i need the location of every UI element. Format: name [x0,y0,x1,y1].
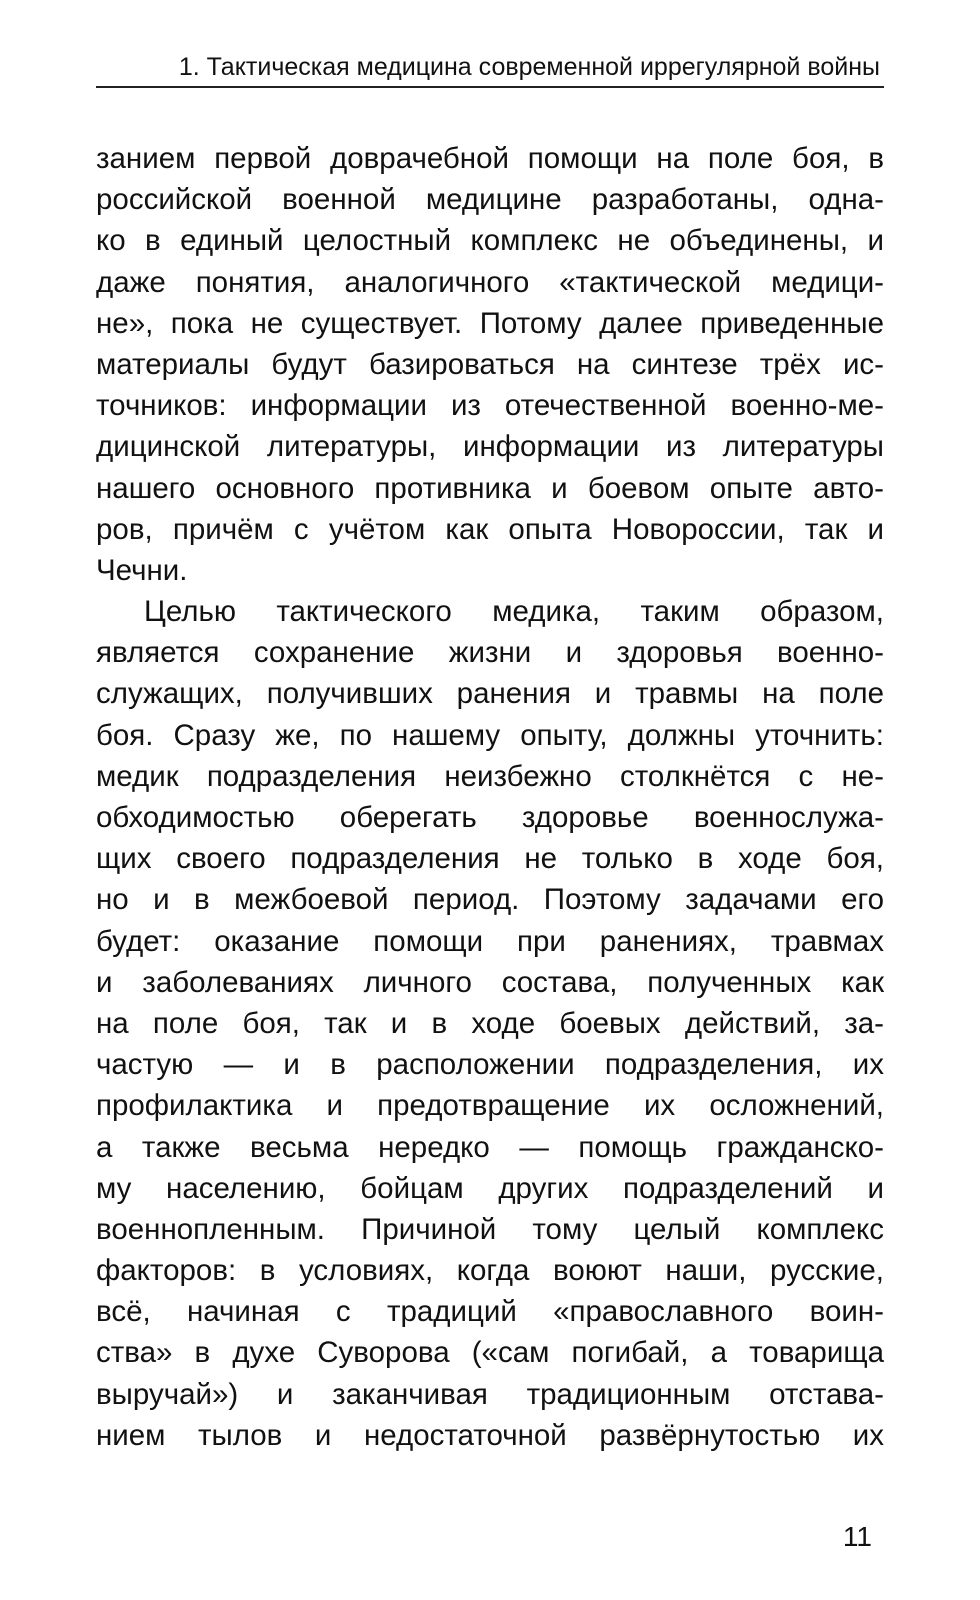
paragraph-2 [96,591,884,1456]
text-line: Целью тактического медика, таким образом, [144,595,884,629]
text-line: материалы будут базироваться на синтезе трёх ис- [96,347,884,381]
text-line: щих своего подразделения не только в ходе боя, [96,842,884,876]
page-body-text [96,138,884,1456]
text-line: будет: оказание помощи при ранениях, травмах [96,924,884,958]
text-line: профилактика и предотвращение их осложнений, [96,1089,884,1123]
text-line: нашего основного противника и боевом опыте авто- [96,471,884,505]
text-line: нием тылов и недостаточной развёрнутостью их [96,1418,884,1452]
text-line: обходимостью оберегать здоровье военнослужа- [96,801,884,834]
text-line: но и в межбоевой период. Поэтому задачами его [96,883,884,917]
text-line: не», пока не существует. Потому далее приведенные [96,306,884,340]
page-number: 11 [842,1521,872,1552]
paragraph-1 [96,138,884,591]
text-line: Чечни. [96,553,188,587]
text-line: всё, начиная с традиций «православного воин- [96,1295,884,1329]
text-line: ко в единый целостный комплекс не объединены, и [96,224,884,258]
text-line: служащих, получивших ранения и травмы на поле [96,677,884,711]
text-line: военнопленным. Причиной тому целый комплекс [96,1212,884,1246]
text-line: частую — и в расположении подразделения, их [96,1048,884,1082]
text-line: медик подразделения неизбежно столкнётся с не- [96,759,884,793]
text-line: боя. Сразу же, по нашему опыту, должны уточнить: [96,718,884,752]
text-line: даже понятия, аналогичного «тактической медици- [96,265,884,299]
text-line: выручай») и заканчивая традиционным отстава- [96,1377,884,1411]
text-line: дицинской литературы, информации из литературы [96,430,884,464]
text-line: на поле боя, так и в ходе боевых действий, за- [96,1006,884,1040]
text-line: му населению, бойцам других подразделений и [96,1171,884,1205]
text-line: а также весьма нередко — помощь гражданско- [96,1130,884,1164]
text-line: занием первой доврачебной помощи на поле боя, в [96,142,884,175]
text-line: факторов: в условиях, когда воюют наши, русские, [96,1254,884,1288]
text-line: и заболеваниях личного состава, полученных как [96,965,884,999]
text-line: точников: информации из отечественной военно-ме- [96,389,884,423]
running-header [96,48,884,88]
text-line: российской военной медицине разработаны, одна- [96,183,884,217]
running-header-title: 1. Тактическая медицина современной иррегулярной войны [178,53,880,81]
text-line: ства» в духе Суворова («сам погибай, а товарища [96,1336,884,1370]
text-line: ров, причём с учётом как опыта Новороссии, так и [96,512,884,546]
text-line: является сохранение жизни и здоровья военно- [96,636,884,670]
